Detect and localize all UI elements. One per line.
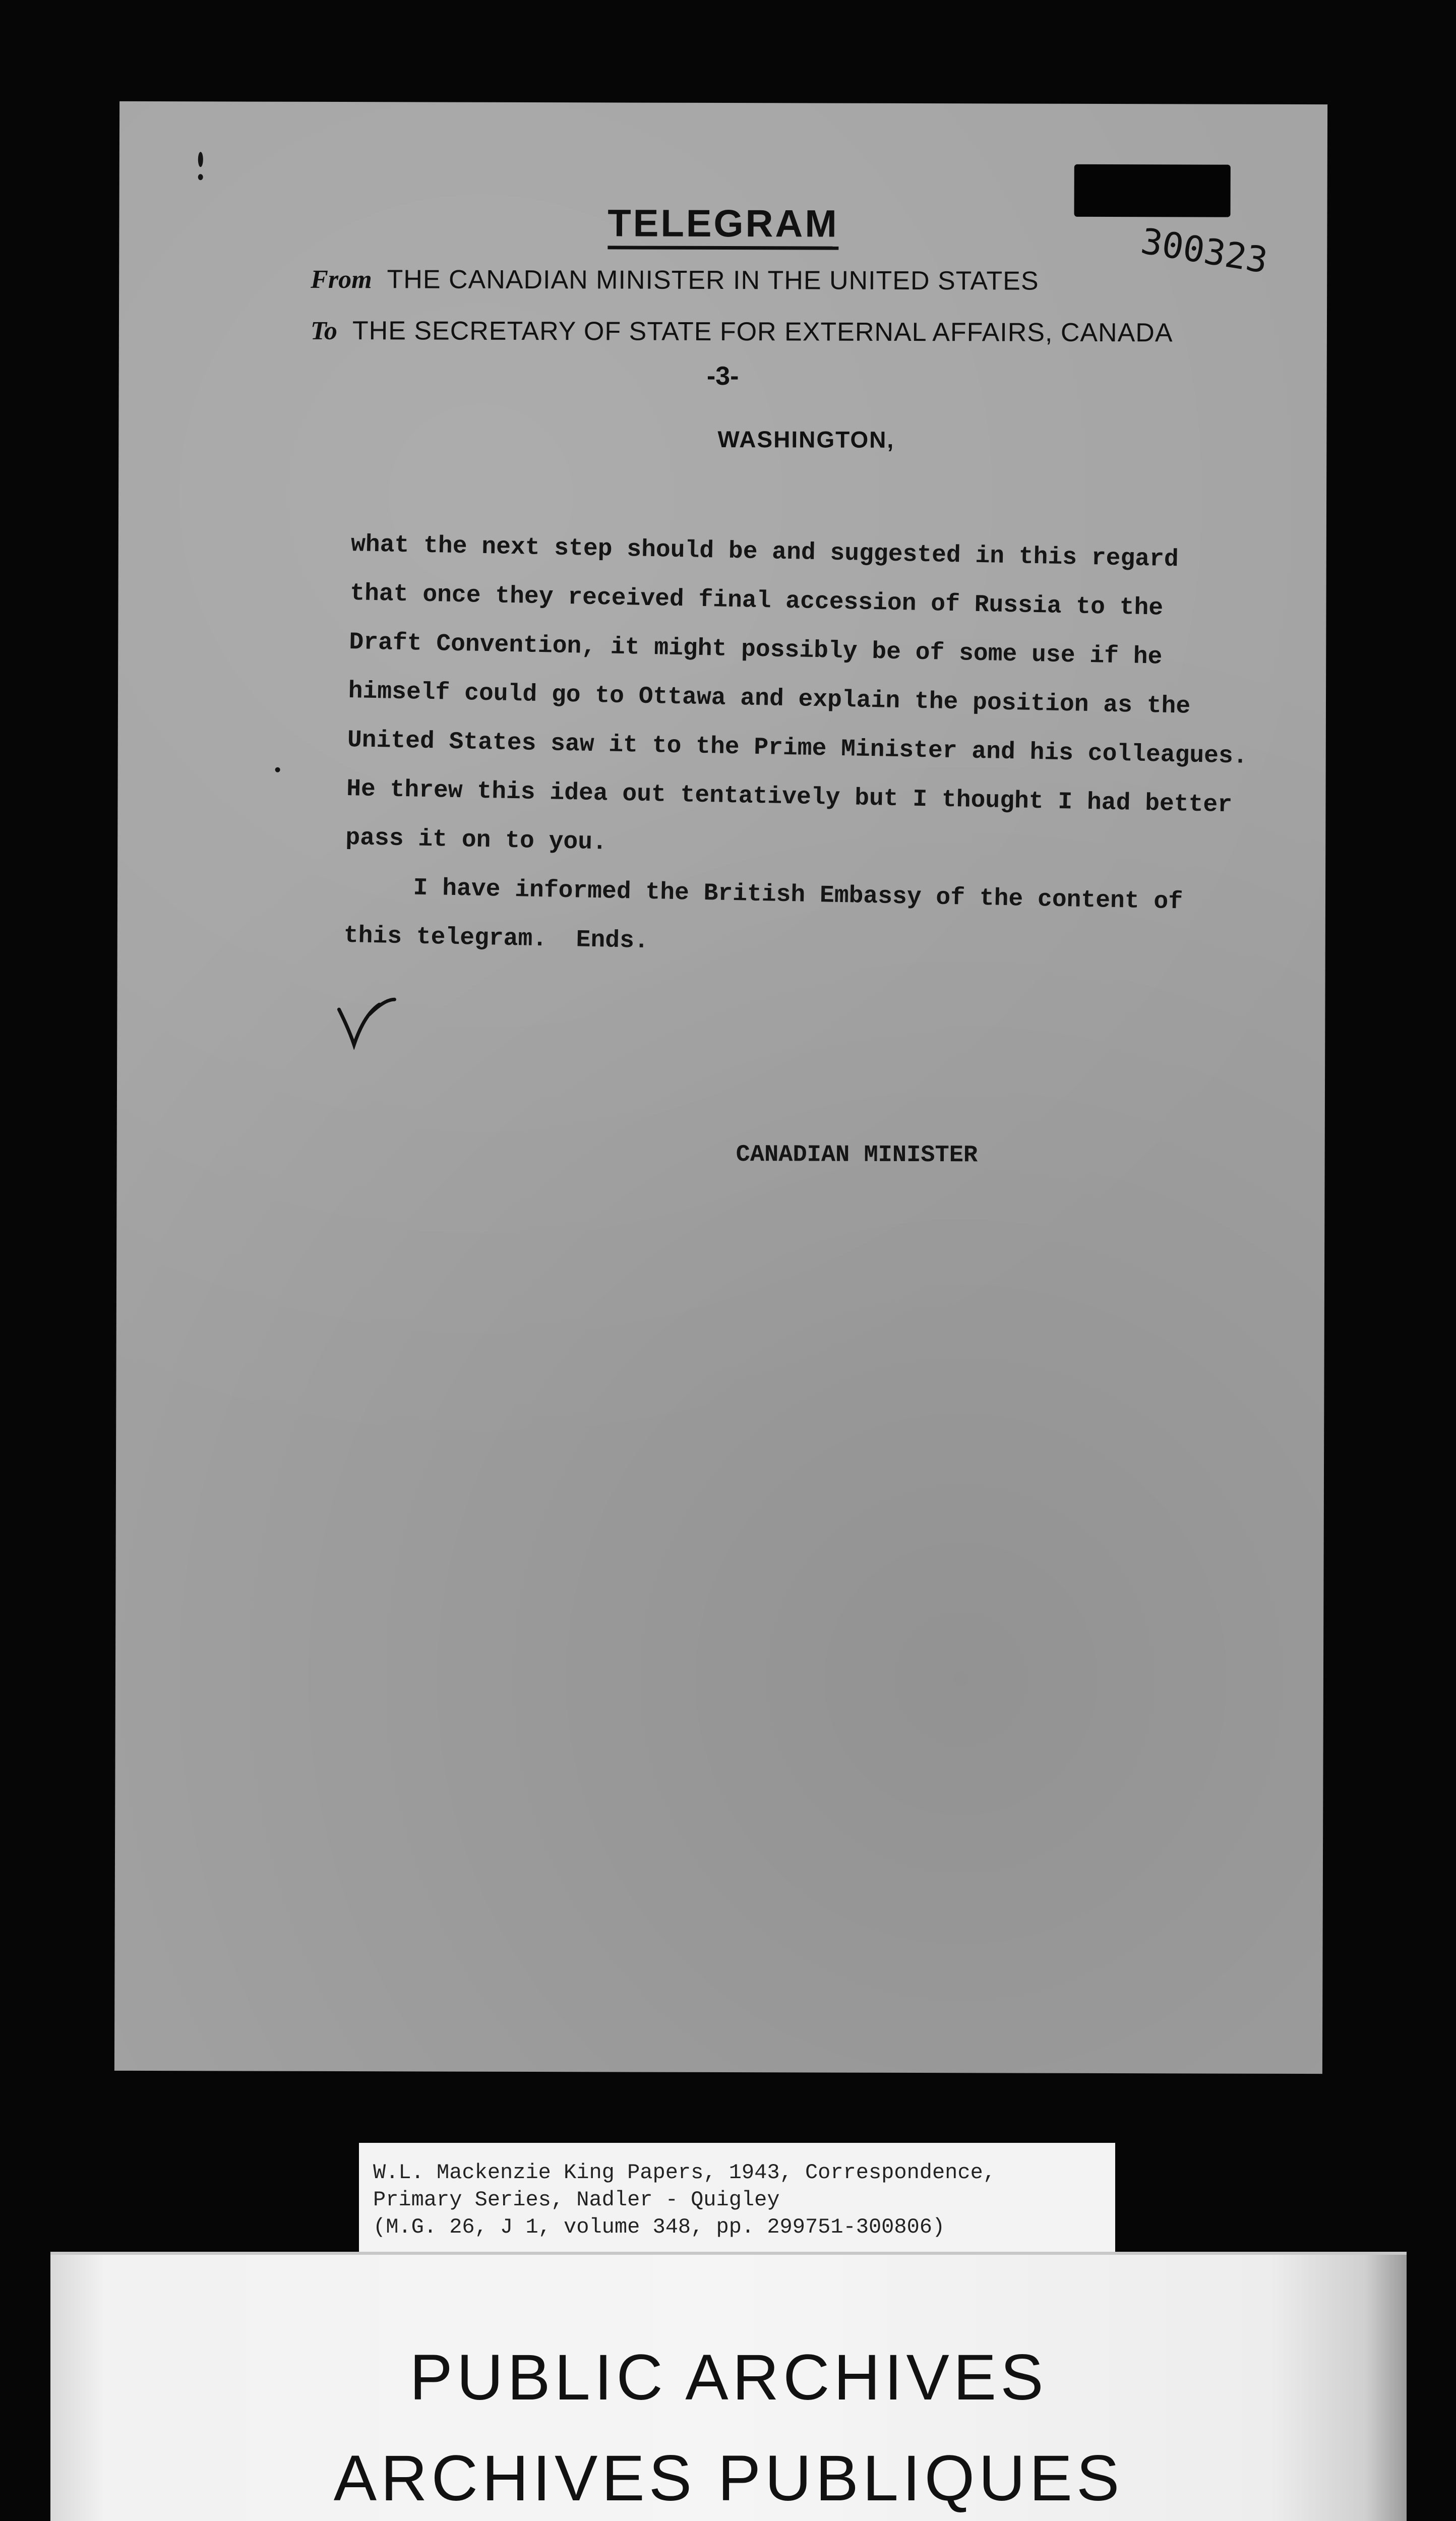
closing-line: I have informed the British Embassy of the content of (413, 874, 1183, 916)
banner-archives-publiques: ARCHIVES PUBLIQUES (333, 2442, 1124, 2514)
to-value: THE SECRETARY OF STATE FOR EXTERNAL AFFAIRS, CANADA (352, 316, 1173, 348)
closing-line: this telegram. Ends. (343, 922, 649, 955)
page-number: -3- (706, 361, 739, 391)
telegram-page (114, 101, 1327, 2074)
title-text: TELEGRAM (608, 202, 839, 250)
archive-caption-label (359, 2143, 1115, 2259)
signature-line: CANADIAN MINISTER (736, 1142, 978, 1169)
archives-banner (50, 2252, 1407, 2521)
caption-line: W.L. Mackenzie King Papers, 1943, Correspondence, (373, 2160, 996, 2185)
telegram-body (343, 520, 1309, 978)
document-title (119, 200, 1327, 247)
margin-mark (198, 152, 203, 167)
to-line (311, 316, 1173, 348)
from-line (311, 264, 1039, 296)
margin-mark (198, 174, 203, 180)
body-line: what the next step should be and suggested in this regard (350, 531, 1179, 574)
place-of-origin: WASHINGTON, (717, 426, 895, 453)
to-label: To (310, 316, 338, 346)
body-line: United States saw it to the Prime Minister and his colleagues. (347, 727, 1248, 770)
body-line: pass it on to you. (345, 824, 608, 857)
body-line: He threw this idea out tentatively but I thought I had better (346, 775, 1233, 819)
body-line: himself could go to Ottawa and explain the position as the (348, 678, 1191, 721)
from-value: THE CANADIAN MINISTER IN THE UNITED STATES (387, 265, 1039, 296)
margin-mark (275, 767, 280, 772)
caption-line: (M.G. 26, J 1, volume 348, pp. 299751-300806) (373, 2215, 945, 2239)
handwritten-check-mark (334, 989, 399, 1050)
from-label: From (311, 265, 372, 294)
banner-public-archives: PUBLIC ARCHIVES (409, 2342, 1048, 2414)
body-line: that once they received final accession of Russia to the (349, 580, 1164, 622)
document-number-stamp: 300323 (1138, 220, 1271, 282)
body-line: Draft Convention, it might possibly be of some use if he (349, 629, 1163, 671)
caption-line: Primary Series, Nadler - Quigley (373, 2188, 780, 2212)
